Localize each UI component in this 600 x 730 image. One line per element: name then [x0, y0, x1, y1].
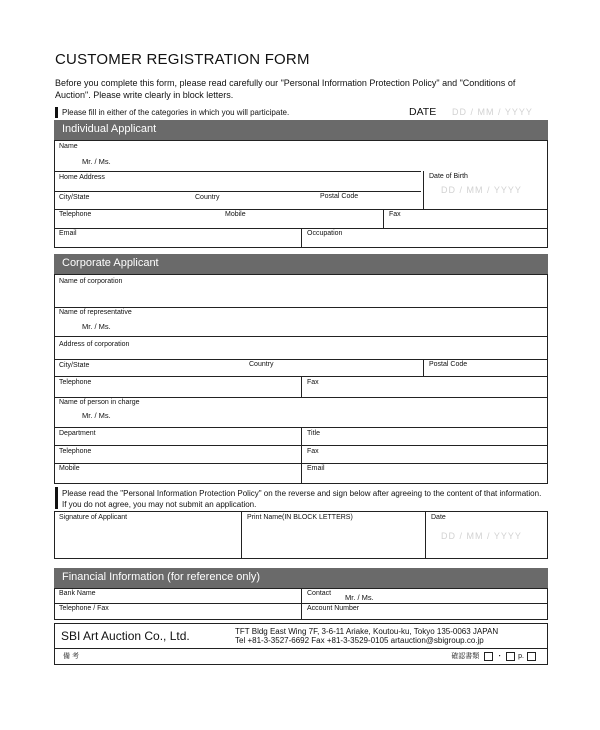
form-title: CUSTOMER REGISTRATION FORM — [55, 51, 310, 68]
mobile-label: Mobile — [225, 211, 246, 218]
department-label: Department — [59, 430, 96, 437]
mr-ms-label: Mr. / Ms. — [82, 157, 111, 166]
representative-label: Name of representative — [59, 309, 132, 316]
city-state-label: City/State — [59, 194, 90, 201]
date-label: DATE — [409, 106, 437, 118]
fax-label: Fax — [307, 448, 319, 455]
city-state-label: City/State — [59, 362, 90, 369]
name-label: Name — [59, 143, 78, 150]
checkbox[interactable] — [506, 652, 515, 661]
corporation-name-label: Name of corporation — [59, 278, 123, 285]
account-number-label: Account Number — [307, 605, 360, 612]
fax-label: Fax — [307, 379, 319, 386]
fax-label: Fax — [389, 211, 401, 218]
category-note: Please fill in either of the categories in which you will participate. — [62, 108, 290, 117]
corporation-address-label: Address of corporation — [59, 341, 130, 348]
mr-ms-label: Mr. / Ms. — [345, 593, 374, 602]
individual-section — [54, 140, 548, 248]
signature-date-label: Date — [431, 514, 446, 521]
print-name-label: Print Name(IN BLOCK LETTERS) — [247, 514, 353, 521]
individual-header: Individual Applicant — [54, 120, 548, 140]
agreement-note: Please read the "Personal Information Protection Policy" on the reverse and sign below after agreeing to the content of that information. If you do not agree, you may not submit an application. — [62, 489, 542, 509]
occupation-label: Occupation — [307, 230, 343, 237]
document-check-label: 確認書類 — [451, 653, 480, 660]
section-marker — [55, 487, 58, 509]
date-of-birth-label: Date of Birth — [429, 173, 468, 180]
date-field[interactable]: DD / MM / YYYY — [452, 107, 533, 117]
remarks-label: 備 考 — [63, 653, 79, 660]
corporate-header: Corporate Applicant — [54, 254, 548, 274]
postal-code-label: Postal Code — [429, 361, 468, 368]
company-block — [54, 623, 548, 665]
mr-ms-label: Mr. / Ms. — [82, 322, 111, 331]
corporate-section — [54, 274, 548, 484]
telephone-label: Telephone — [59, 211, 92, 218]
telephone-label: Telephone — [59, 379, 92, 386]
signature-label: Signature of Applicant — [59, 514, 128, 521]
person-in-charge-label: Name of person in charge — [59, 399, 140, 406]
contact-line: Tel +81-3-3527-6692 Fax +81-3-3529-0105 artauction@sbigroup.co.jp — [235, 636, 484, 645]
email-label: Email — [307, 465, 325, 472]
signature-date-field[interactable]: DD / MM / YYYY — [441, 531, 522, 541]
address-line: TFT Bldg East Wing 7F, 3-6-11 Ariake, Koutou-ku, Tokyo 135-0063 JAPAN — [235, 627, 499, 636]
checkbox[interactable] — [527, 652, 536, 661]
section-marker — [55, 107, 58, 118]
telephone-fax-label: Telephone / Fax — [59, 605, 109, 612]
checkbox[interactable] — [484, 652, 493, 661]
email-label: Email — [59, 230, 77, 237]
document-check: 確認書類 ・ p. — [451, 651, 539, 661]
mobile-label: Mobile — [59, 465, 80, 472]
financial-header: Financial Information (for reference only) — [54, 568, 548, 588]
country-label: Country — [249, 361, 274, 368]
company-name: SBI Art Auction Co., Ltd. — [61, 629, 190, 643]
financial-section — [54, 588, 548, 620]
contact-label: Contact — [307, 590, 332, 597]
dob-field[interactable]: DD / MM / YYYY — [441, 185, 522, 195]
mr-ms-label: Mr. / Ms. — [82, 411, 111, 420]
telephone-label: Telephone — [59, 448, 92, 455]
title-label: Title — [307, 430, 320, 437]
home-address-label: Home Address — [59, 174, 105, 181]
bank-name-label: Bank Name — [59, 590, 96, 597]
postal-code-label: Postal Code — [320, 193, 359, 200]
signature-section — [54, 511, 548, 559]
company-address — [235, 627, 498, 645]
country-label: Country — [195, 194, 220, 201]
intro-text: Before you complete this form, please read carefully our "Personal Information Protection Policy" and "Conditions of Auction". Please write clearly in block letters. — [55, 78, 516, 100]
